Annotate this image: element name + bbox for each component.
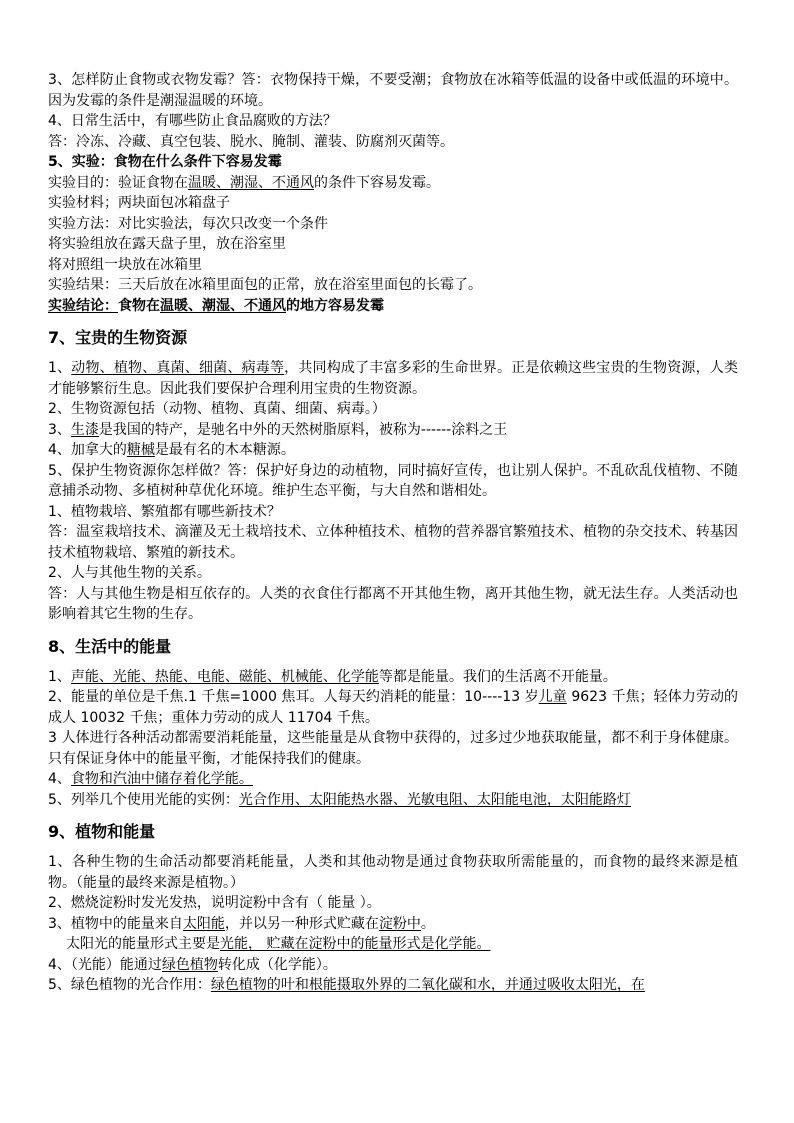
s7-item-5: 5、保护生物资源你怎样做？答：保护好身边的动植物，同时搞好宣传，也让别人保护。不乱砍乱伐植物、不随意捕杀动物、多植树种草优化环境。维护生态平衡，与大自然和谐相处。: [48, 462, 738, 499]
s9-item-3-mid: ，并以另一种形式贮藏在: [224, 915, 379, 932]
s8-item-5-examples: 光合作用、太阳能热水器、光敏电阻、太阳能电池，太阳能路灯: [238, 791, 631, 808]
experiment-title: 5、实验：食物在什么条件下容易发霉: [48, 154, 282, 170]
s8-item-5: [48, 790, 738, 811]
s8-item-4: [48, 769, 738, 790]
experiment-method: 实验方法：对比实验法，每次只改变一个条件: [48, 215, 328, 232]
s7-question-2: 2、人与其他生物的关系。: [48, 565, 211, 581]
q4-question: 4、日常生活中，有哪些防止食品腐败的方法？: [48, 113, 337, 129]
s9-item-3-end: 。: [420, 915, 435, 932]
conclusion-label: 实验结论：: [48, 297, 118, 314]
s8-item-4-num: 4、: [48, 771, 71, 787]
s7-item-1-num: 1、: [48, 360, 72, 376]
s9-detail-text: 太阳光的能量形式主要是: [66, 936, 220, 952]
s7-item-1-text: ，共同构成了丰富多彩的生命世界。正是依赖这些宝贵的生物资源，人类才能够繁衍生息。因此我们要保护合理利用宝贵的生物资源。: [48, 360, 739, 397]
s9-item-3-detail: [48, 934, 738, 955]
s7-answer-2: 答：人与其他生物是相互依存的。人类的衣食住行都离不开其他生物，离开其他生物，就无法生存。人类活动也影响着其它生物的生存。: [48, 585, 738, 622]
s7-item-4-maple: 糖槭: [126, 442, 155, 458]
experiment-step-1: 将实验组放在露天盘子里，放在浴室里: [48, 236, 286, 252]
s7-item-1: [48, 358, 738, 399]
s8-item-1-num: 1、: [48, 668, 71, 685]
section-7-heading: 7、宝贵的生物资源: [48, 328, 188, 347]
s7-item-4: [48, 440, 738, 461]
s9-item-3: [48, 914, 738, 935]
conclusion-end: 的地方容易发霉: [286, 297, 384, 314]
conclusion-text: 食物在: [118, 297, 160, 314]
s9-item-4-end: 转化成（化学能）。: [217, 956, 337, 973]
s9-item-3-solar: 太阳能: [182, 915, 225, 932]
s8-item-3: 3 人体进行各种活动都需要消耗能量，这些能量是从食物中获得的，过多过少地获取能量，都不利于身体健康。只有保证身体中的能量平衡，才能保持我们的健康。: [48, 730, 738, 767]
s9-item-3-starch: 淀粉中: [378, 915, 421, 932]
s8-item-2-text: 2、能量的单位是千焦.1 千焦=1000 焦耳。人每天约消耗的能量：10----13 岁: [48, 689, 539, 705]
experiment-conclusion: [48, 296, 738, 317]
s7-question-1: 1、植物栽培、繁殖都有哪些新技术？: [48, 503, 281, 520]
s8-item-2-children: 儿童: [538, 689, 567, 705]
s9-item-4-plants: 绿色植物: [161, 956, 218, 973]
s7-item-3-lacquer: 生漆: [70, 421, 99, 438]
s7-item-4-end: 是最有名的木本糖源。: [154, 442, 295, 458]
s9-detail-mid: 贮藏在淀粉中的能量形式是: [262, 936, 435, 952]
experiment-material: 实验材料；两块面包冰箱盘子: [48, 195, 230, 211]
s9-item-2: 2、燃烧淀粉时发光发热，说明淀粉中含有（ 能量 ）。: [48, 895, 381, 911]
purpose-text: 实验目的：验证食物在: [48, 174, 188, 191]
s9-item-4: [48, 955, 738, 976]
s7-item-3-text: 是我国的特产，是驰名中外的天然树脂原料，被称为------涂料之王: [98, 421, 508, 438]
s9-item-3-text: 3、植物中的能量来自: [48, 915, 183, 932]
s9-detail-chem: 化学能。: [434, 936, 491, 952]
experiment-result: 实验结果：三天后放在冰箱里面包的正常，放在浴室里面包的长霉了。: [48, 277, 482, 293]
q3-answer: 3、怎样防止食物或衣物发霉？答：衣物保持干燥，不要受潮；食物放在冰箱等低温的设备中或低温的环境中。因为发霉的条件是潮湿温暖的环境。: [48, 72, 738, 109]
s8-item-1-text: 等都是能量。我们的生活离不开能量。: [378, 668, 617, 685]
s9-item-5-text: 5、绿色植物的光合作用：: [48, 977, 211, 993]
s8-item-4-chem: 化学能。: [196, 771, 253, 787]
s7-item-1-organisms: 动物、植物、真菌、细菌、病毒等: [71, 360, 285, 376]
q4-answer: 答：冷冻、冷藏、真空包装、脱水、腌制、灌装、防腐剂灭菌等。: [48, 133, 454, 150]
s9-detail-light: 光能，: [220, 936, 262, 952]
purpose-end: 的条件下容易发霉。: [314, 174, 440, 191]
document-page: [48, 70, 738, 996]
experiment-step-2: 将对照组一块放在冰箱里: [48, 256, 202, 273]
s9-item-5-photosynthesis: 绿色植物的叶和根能摄取外界的二氧化碳和水，并通过吸收太阳光，在: [210, 977, 645, 993]
s9-item-4-text: 4、（光能）能通过: [48, 956, 162, 973]
section-9-heading: 9、植物和能量: [48, 822, 156, 841]
conclusion-conditions: 温暖、潮湿、不通风: [160, 297, 286, 314]
section-8-heading: 8、生活中的能量: [48, 636, 172, 656]
s8-item-1: [48, 667, 738, 688]
s7-item-3: [48, 420, 738, 441]
s8-item-1-energy-types: 声能、光能、热能、电能、磁能、机械能、化学能: [70, 668, 379, 685]
s9-item-5: [48, 975, 738, 996]
s8-item-2: [48, 687, 738, 728]
experiment-purpose: [48, 173, 738, 194]
s8-item-5-text: 5、列举几个使用光能的实例：: [48, 791, 239, 808]
s8-item-2-end: 9623 千焦；轻体力劳动的成人 10032 千焦；重体力劳动的成人 11704 千焦。: [48, 689, 739, 726]
s7-answer-1: 答：温室栽培技术、滴灌及无土栽培技术、立体种植技术、植物的营养器官繁殖技术、植物的杂交技术、转基因技术植物栽培、繁殖的新技术。: [48, 524, 738, 561]
s8-item-4-text: 食物和汽油中储存着: [70, 771, 197, 787]
s7-item-2: 2、生物资源包括（动物、植物、真菌、细菌、病毒。）: [48, 401, 386, 417]
s7-item-3-num: 3、: [48, 421, 71, 438]
s9-item-1: 1、各种生物的生命活动都要消耗能量，人类和其他动物是通过食物获取所需能量的，而食物的最终来源是植物。（能量的最终来源是植物。）: [48, 854, 738, 891]
s7-item-4-text: 4、加拿大的: [48, 442, 127, 458]
purpose-conditions: 温暖、潮湿、不通风: [188, 174, 314, 191]
